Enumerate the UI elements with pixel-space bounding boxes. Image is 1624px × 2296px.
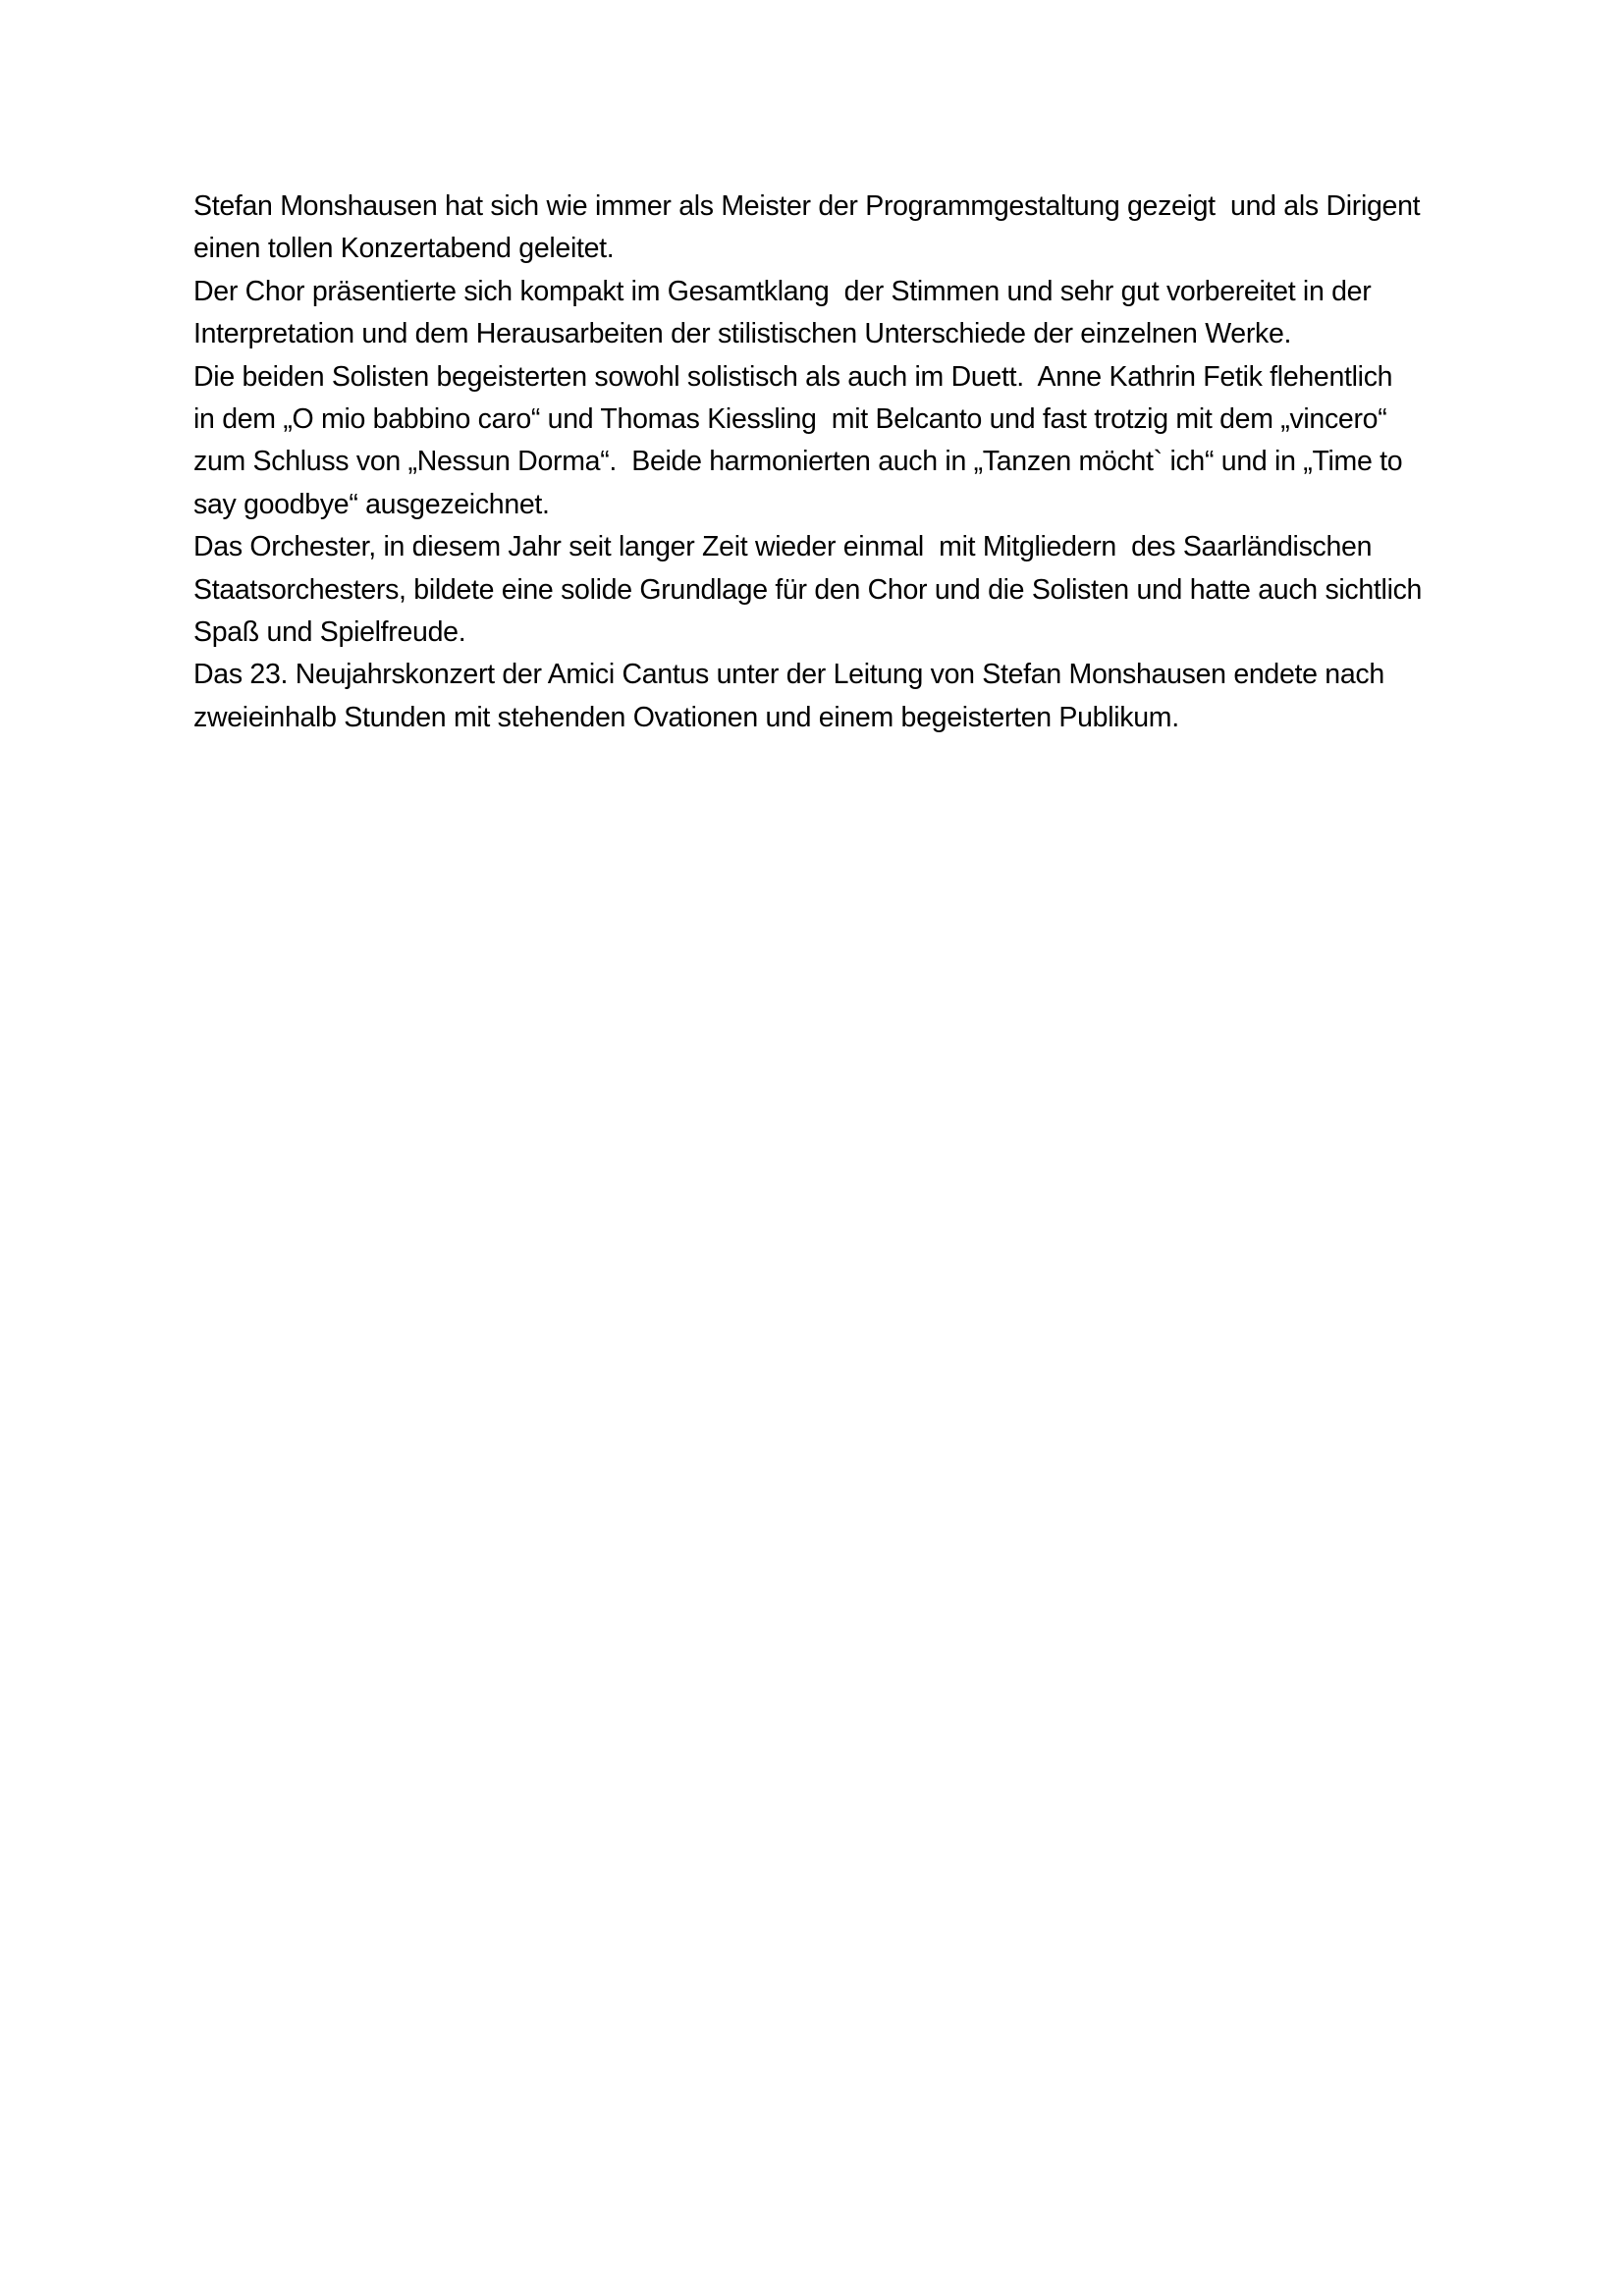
text-line: say goodbye“ ausgezeichnet. [193, 488, 550, 520]
text-line: zum Schluss von „Nessun Dorma“. Beide harmonierten auch in „Tanzen möcht` ich“ und in „Time to [193, 446, 1403, 478]
text-line: Spaß und Spielfreude. [193, 616, 466, 649]
paragraph-soloists [193, 356, 1460, 527]
text-line: Das Orchester, in diesem Jahr seit langer Zeit wieder einmal mit Mitgliedern des Saarländischen [193, 531, 1373, 563]
paragraph-orchestra [193, 526, 1460, 654]
paragraph-finale [193, 654, 1460, 739]
text-line: in dem „O mio babbino caro“ und Thomas Kiessling mit Belcanto und fast trotzig mit dem „vincero“ [193, 403, 1387, 436]
text-line: Staatsorchesters, bildete eine solide Grundlage für den Chor und die Solisten und hatte auch sichtlich [193, 573, 1423, 606]
text-line: Interpretation und dem Herausarbeiten der stilistischen Unterschiede der einzelnen Werke. [193, 318, 1292, 350]
article-text [193, 186, 1460, 739]
paragraph-choir [193, 271, 1460, 356]
text-line: Der Chor präsentierte sich kompakt im Gesamtklang der Stimmen und sehr gut vorbereitet in der [193, 275, 1372, 307]
text-line: einen tollen Konzertabend geleitet. [193, 233, 615, 265]
text-line: Stefan Monshausen hat sich wie immer als Meister der Programmgestaltung gezeigt und als Dirigent [193, 190, 1421, 222]
paragraph-conductor [193, 186, 1460, 271]
text-line: zweieinhalb Stunden mit stehenden Ovationen und einem begeisterten Publikum. [193, 701, 1179, 733]
text-line: Die beiden Solisten begeisterten sowohl solistisch als auch im Duett. Anne Kathrin Fetik flehentlich [193, 360, 1393, 393]
text-line: Das 23. Neujahrskonzert der Amici Cantus unter der Leitung von Stefan Monshausen endete nach [193, 659, 1384, 691]
